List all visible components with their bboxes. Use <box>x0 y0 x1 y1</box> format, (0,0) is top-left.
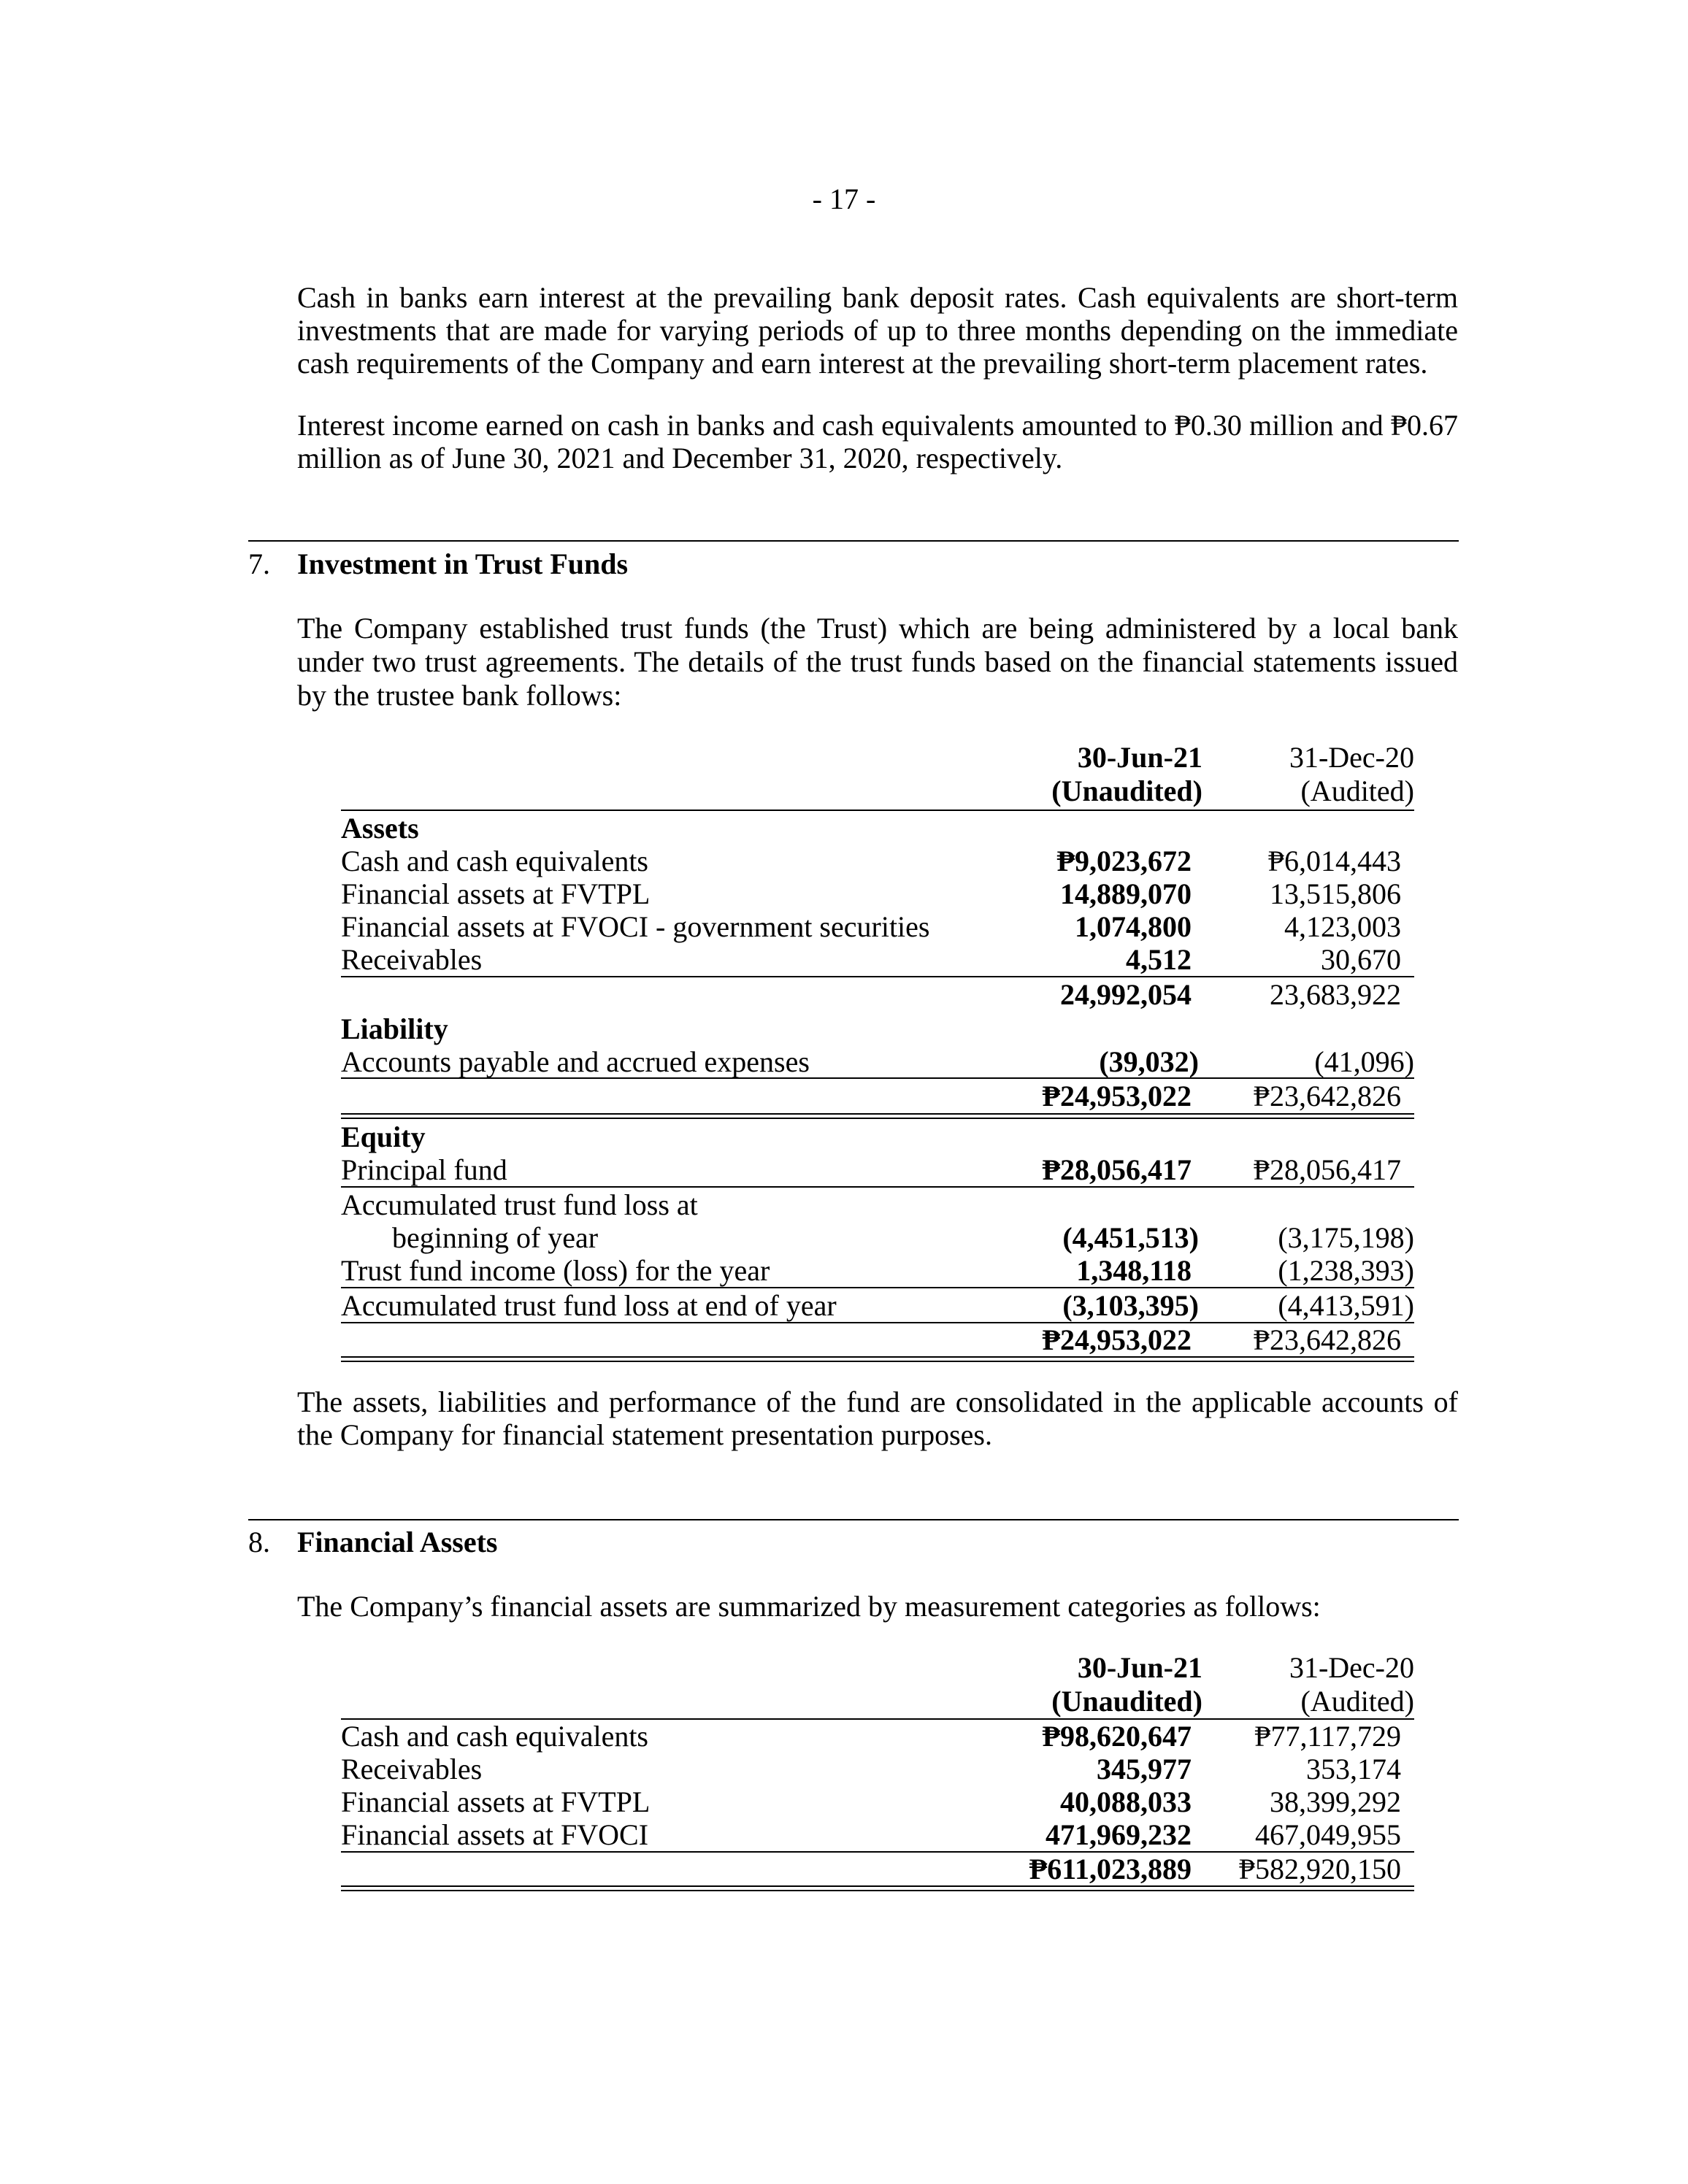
value-2021: 1,074,800 <box>1075 910 1192 943</box>
liability-heading: Liability <box>341 1012 448 1045</box>
table-row <box>341 1818 1414 1852</box>
table-row <box>341 845 1414 878</box>
liability-heading-row <box>341 1012 1414 1046</box>
value-2021: ₱9,023,672 <box>1056 845 1192 877</box>
value-2020: ₱28,056,417 <box>1253 1153 1401 1186</box>
col1-note: (Unaudited) <box>1051 1685 1202 1718</box>
section-8-rule <box>248 1519 1459 1520</box>
row-label: Financial assets at FVTPL <box>341 1785 651 1818</box>
net-total-row <box>341 1080 1414 1113</box>
row-label: Principal fund <box>341 1153 507 1186</box>
value-2021: ₱611,023,889 <box>1029 1853 1192 1885</box>
section-7-rule <box>248 540 1459 542</box>
value-2020: ₱582,920,150 <box>1238 1853 1401 1885</box>
row-label: Cash and cash equivalents <box>341 845 648 877</box>
section-8-heading <box>248 1526 497 1558</box>
table-row <box>341 1153 1414 1187</box>
header-underline <box>341 810 1414 811</box>
value-2020: ₱23,642,826 <box>1253 1323 1401 1356</box>
value-2020: (1,238,393) <box>1278 1254 1414 1287</box>
section-7-number: 7. <box>248 547 270 580</box>
table-header-row-2 <box>341 774 1414 808</box>
value-2021: 1,348,118 <box>1076 1254 1192 1287</box>
liability-subtotal-line <box>341 1077 1414 1079</box>
col1-date: 30-Jun-21 <box>1077 741 1202 774</box>
row-label: Accumulated trust fund loss at <box>341 1188 698 1221</box>
value-2021: 24,992,054 <box>1060 978 1192 1011</box>
section-7-heading <box>248 547 628 580</box>
section-8-number: 8. <box>248 1526 270 1558</box>
value-2021: 345,977 <box>1097 1753 1192 1785</box>
principal-line <box>341 1186 1414 1188</box>
value-2021: (4,451,513) <box>1062 1221 1199 1254</box>
row-label: Cash and cash equivalents <box>341 1720 648 1753</box>
row-label: Financial assets at FVOCI <box>341 1818 649 1851</box>
table-row <box>341 1785 1414 1819</box>
table-header-row-1 <box>341 741 1414 774</box>
equity-heading: Equity <box>341 1120 426 1153</box>
value-2021: (39,032) <box>1099 1045 1199 1078</box>
value-2021: ₱28,056,417 <box>1042 1153 1192 1186</box>
value-2020: 4,123,003 <box>1284 910 1401 943</box>
section-7-paragraph: The Company established trust funds (the Trust) which are being administered by a local bank under two trust agreements. The details of the trust funds based on the financial statements issued by the trustee bank follows: <box>297 612 1458 712</box>
value-2020: (3,175,198) <box>1278 1221 1414 1254</box>
table-row <box>341 1221 1414 1255</box>
value-2020: 13,515,806 <box>1270 877 1401 910</box>
intro-paragraph-2: Interest income earned on cash in banks and cash equivalents amounted to ₱0.30 million and ₱0.67 million as of June 30, 2021 and December 31, 2020, respectively. <box>297 409 1458 474</box>
total-double-line <box>341 1885 1414 1891</box>
value-2021: (3,103,395) <box>1062 1289 1199 1322</box>
value-2020: 467,049,955 <box>1255 1818 1401 1851</box>
row-label: Financial assets at FVTPL <box>341 877 651 910</box>
table-row <box>341 910 1414 944</box>
table-header-row-2 <box>341 1685 1414 1718</box>
table-row <box>341 1720 1414 1753</box>
equity-total-double-line <box>341 1356 1414 1362</box>
value-2020: ₱77,117,729 <box>1254 1720 1401 1753</box>
value-2021: 4,512 <box>1126 943 1192 976</box>
equity-heading-row <box>341 1120 1414 1154</box>
section-7-closing-paragraph: The assets, liabilities and performance of the fund are consolidated in the applicable accounts of the Company for financial statement presentation purposes. <box>297 1385 1458 1451</box>
trust-funds-table <box>341 741 1414 1354</box>
row-label: Receivables <box>341 1753 483 1785</box>
table-row <box>341 877 1414 911</box>
table-row <box>341 1045 1414 1079</box>
table-header-row-1 <box>341 1651 1414 1685</box>
intro-paragraph-1: Cash in banks earn interest at the prevailing bank deposit rates. Cash equivalents are short-term investments that are made for varying periods of up to three months depending on the immediate cash requirements of the Company and earn interest at the prevailing short-term placement rates. <box>297 281 1458 380</box>
row-label: Accumulated trust fund loss at end of year <box>341 1289 837 1322</box>
table-row <box>341 943 1414 977</box>
value-2020: (41,096) <box>1314 1045 1414 1078</box>
page-number: - 17 - <box>812 182 876 215</box>
value-2020: (4,413,591) <box>1278 1289 1414 1322</box>
section-8-paragraph: The Company’s financial assets are summarized by measurement categories as follows: <box>297 1590 1321 1623</box>
value-2021: 14,889,070 <box>1060 877 1192 910</box>
financial-assets-total-row <box>341 1853 1414 1886</box>
value-2020: 30,670 <box>1321 943 1401 976</box>
table-row <box>341 1254 1414 1288</box>
assets-subtotal-line <box>341 976 1414 977</box>
value-2021: 40,088,033 <box>1060 1785 1192 1818</box>
value-2021: ₱98,620,647 <box>1042 1720 1192 1753</box>
assets-heading: Assets <box>341 812 419 845</box>
table-row <box>341 1753 1414 1786</box>
value-2020: ₱23,642,826 <box>1253 1080 1401 1112</box>
section-7-title: Investment in Trust Funds <box>297 547 629 580</box>
value-2021: ₱24,953,022 <box>1042 1323 1192 1356</box>
table-row <box>341 1188 1414 1222</box>
col1-note: (Unaudited) <box>1051 774 1202 807</box>
col2-date: 31-Dec-20 <box>1289 741 1414 774</box>
col2-note: (Audited) <box>1300 774 1414 807</box>
col1-date: 30-Jun-21 <box>1077 1651 1202 1684</box>
col2-note: (Audited) <box>1300 1685 1414 1718</box>
assets-heading-row <box>341 812 1414 845</box>
value-2020: 23,683,922 <box>1270 978 1401 1011</box>
value-2021: ₱24,953,022 <box>1042 1080 1192 1112</box>
value-2020: 353,174 <box>1306 1753 1401 1785</box>
assets-total-row <box>341 978 1414 1012</box>
col2-date: 31-Dec-20 <box>1289 1651 1414 1684</box>
table-row <box>341 1289 1414 1323</box>
net-total-double-line <box>341 1113 1414 1119</box>
value-2020: 38,399,292 <box>1270 1785 1401 1818</box>
financial-assets-table <box>341 1651 1414 1892</box>
row-label: Accounts payable and accrued expenses <box>341 1045 810 1078</box>
row-label: Financial assets at FVOCI - government securities <box>341 910 930 943</box>
value-2020: ₱6,014,443 <box>1267 845 1401 877</box>
row-label: Trust fund income (loss) for the year <box>341 1254 770 1287</box>
row-label-continued: beginning of year <box>392 1221 599 1254</box>
section-8-title: Financial Assets <box>297 1526 498 1558</box>
row-label: Receivables <box>341 943 483 976</box>
income-line <box>341 1287 1414 1288</box>
value-2021: 471,969,232 <box>1046 1818 1192 1851</box>
equity-total-row <box>341 1323 1414 1357</box>
